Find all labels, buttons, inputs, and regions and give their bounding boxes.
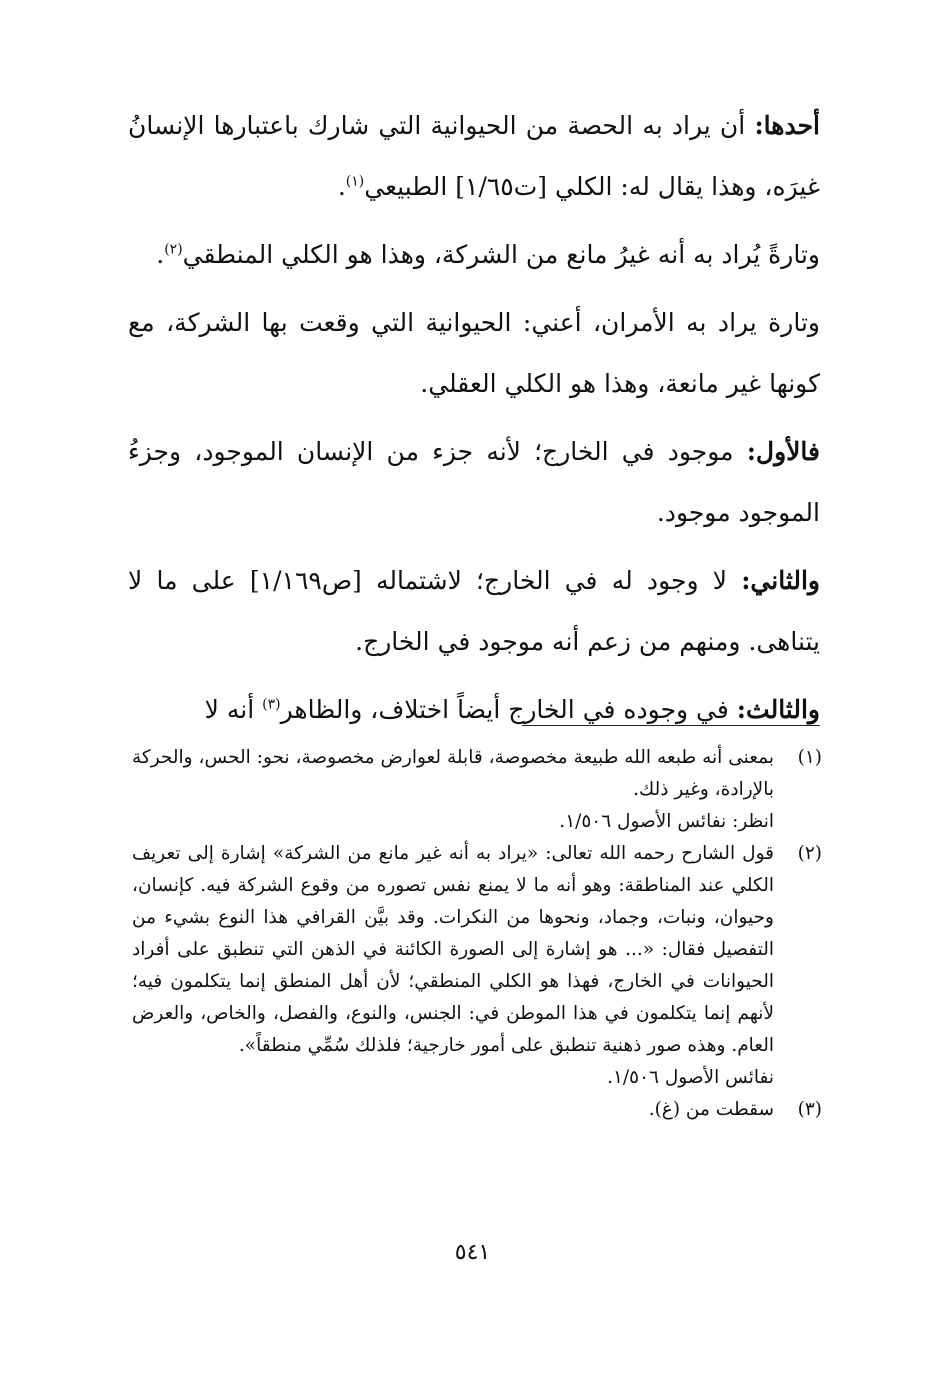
footnote-body — [132, 1094, 774, 1126]
paragraph-5 — [128, 550, 820, 672]
paragraph-2 — [128, 224, 820, 285]
footnote-3 — [132, 1094, 822, 1126]
footnote-number: (١) — [797, 747, 822, 768]
paragraph-lead: أحدها: — [754, 111, 820, 140]
footnote-number: (٣) — [797, 1099, 822, 1120]
paragraph-text: أن يراد به الحصة من الحيوانية التي شارك باعتبارها الإنسانُ غيرَه، وهذا يقال له: الكلي [ت١/٦٥] الطبيعي — [128, 111, 820, 201]
paragraph-text: . — [337, 172, 346, 201]
paragraph-4 — [128, 421, 820, 543]
paragraph-lead: فالأول: — [746, 437, 820, 466]
paragraph-3 — [128, 292, 820, 414]
paragraph-text: وتارة يراد به الأمران، أعني: الحيوانية التي وقعت بها الشركة، مع كونها غير مانعة، وهذا هو الكلي العقلي. — [128, 308, 820, 398]
footnote-2 — [132, 838, 822, 1094]
footnote-line: قول الشارح رحمه الله تعالى: «يراد به أنه غير مانع من الشركة» إشارة إلى تعريف الكلي عند المناطقة: وهو أنه ما لا يمنع نفس تصوره من وقوع الشركة فيه. كإنسان، وحيوان، ونبات، وجماد، ونحوها من النكرات. وقد بيَّن القرافي هذا النوع بشيء من التفصيل فقال: «... هو إشارة إلى الصورة الكائنة في الذهن التي تنطبق على أفراد الحيوانات في الخارج، فهذا هو الكلي المنطقي؛ لأن أهل المنطق إنما يتكلمون فيه؛ لأنهم إنما يتكلمون في هذا الموطن في: الجنس، والنوع، والفصل، والخاص، والعرض العام. وهذه صور ذهنية تنطبق على أمور خارجية؛ فلذلك سُمِّي منطقاً». — [132, 843, 774, 1056]
footnote-ref-1[interactable]: (١) — [345, 173, 365, 190]
paragraph-6 — [128, 679, 820, 740]
paragraph-text: أنه لا — [204, 695, 263, 724]
paragraph-text: لا وجود له في الخارج؛ لاشتماله [ص١/١٦٩] على ما لا يتناهى. ومنهم من زعم أنه موجود في الخارج. — [128, 566, 820, 656]
paragraph-text: في وجوده في الخارج أيضاً اختلاف، والظاهر — [280, 695, 737, 724]
footnote-body — [132, 742, 774, 838]
footnote-body — [132, 838, 774, 1094]
paragraph-text: وتارةً يُراد به أنه غيرُ مانع من الشركة، وهذا هو الكلي المنطقي — [182, 240, 820, 269]
footnote-line: انظر: نفائس الأصول ١/٥٠٦. — [559, 811, 774, 832]
main-text — [128, 95, 820, 747]
paragraph-lead: والثالث: — [736, 695, 820, 724]
footnote-1 — [132, 742, 822, 838]
footnote-line: سقطت من (غ). — [648, 1099, 774, 1120]
paragraph-text: . — [156, 240, 165, 269]
paragraph-text: موجود في الخارج؛ لأنه جزء من الإنسان الموجود، وجزءُ الموجود موجود. — [128, 437, 820, 527]
paragraph-lead: والثاني: — [741, 566, 821, 595]
footnotes — [132, 742, 822, 1126]
footnote-line: بمعنى أنه طبعه الله طبيعة مخصوصة، قابلة لعوارض مخصوصة، نحو: الحس، والحركة بالإرادة، وغير ذلك. — [132, 747, 774, 800]
footnote-ref-2[interactable]: (٢) — [164, 241, 183, 258]
footnote-number: (٢) — [797, 843, 822, 864]
page-number: ٥٤١ — [454, 1240, 491, 1265]
paragraph-1 — [128, 95, 820, 217]
footnote-separator — [522, 725, 820, 726]
footnote-ref-3[interactable]: (٣) — [262, 696, 281, 713]
footnote-line: نفائس الأصول ١/٥٠٦. — [607, 1067, 774, 1088]
